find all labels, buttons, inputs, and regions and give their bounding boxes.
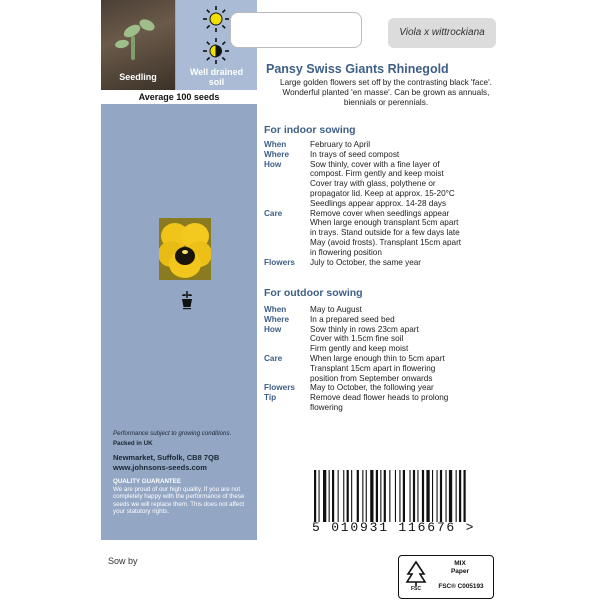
barcode-bar [329,470,330,522]
outdoor-row [264,364,514,374]
row-label: Where [264,149,290,159]
row-value: Sow thinly, cover with a fine layer of [310,159,440,169]
row-value: When large enough transplant 5cm apart [310,218,459,228]
blank-label-box [230,12,362,48]
row-label [264,218,310,228]
barcode-bar [449,470,452,522]
indoor-row [264,228,514,238]
row-value: Sow thinly in rows 23cm apart [310,324,419,334]
indoor-row [264,258,514,268]
barcode-bar [456,470,457,522]
packed-in: Packed in UK [113,440,153,447]
indoor-heading: For indoor sowing [264,124,356,136]
outdoor-row [264,334,514,344]
barcode-bar [380,470,381,522]
row-value: Seedlings appear approx. 14-28 days [310,198,447,208]
barcode-bar [319,470,320,522]
barcode-bar [347,470,349,522]
row-value: Cover tray with glass, polythene or [310,179,436,189]
row-value: Transplant 15cm apart in flowering [310,363,436,373]
half-sun-icon [201,36,231,66]
row-label: Flowers [264,257,295,267]
barcode-bar [399,470,400,522]
seedling-label: Seedling [119,72,157,82]
row-value: in trays. Stand outside for a few days late [310,228,460,238]
row-value: compost. Firm gently and keep moist [310,169,444,179]
row-label [264,334,310,344]
barcode-bar [440,470,442,522]
barcode-bar [437,470,438,522]
outdoor-heading: For outdoor sowing [264,287,363,299]
outdoor-row [264,403,514,413]
row-label: When [264,140,287,149]
indoor-row [264,169,514,179]
left-panel [101,0,257,540]
barcode-bar [459,470,461,522]
performance-note: Performance subject to growing conditions. [113,430,232,437]
row-label [264,179,310,189]
indoor-row [264,179,514,189]
address-line1: Newmarket, Suffolk, CB8 7QB [113,453,220,462]
outdoor-row [264,305,514,315]
indoor-row [264,238,514,248]
row-label [264,169,310,179]
row-label: When [264,305,287,314]
row-value: In a prepared seed bed [310,314,395,324]
row-value: In trays of seed compost [310,149,400,159]
barcode-bar [432,470,433,522]
row-label [264,189,310,199]
quality-guarantee [113,478,255,516]
row-value: Remove cover when seedlings appear [310,208,450,218]
row-value: propagator lid. Keep at approx. 15-20°C [310,188,455,198]
indoor-row [264,218,514,228]
soil-label-line2: soil [208,77,225,87]
indoor-row [264,199,514,209]
indoor-row [264,150,514,160]
indoor-row [264,209,514,219]
product-title: Pansy Swiss Giants Rhinegold [266,62,449,76]
row-value: May to October, the following year [310,383,434,393]
row-value: When large enough thin to 5cm apart [310,353,445,363]
row-value: Remove dead flower heads to prolong [310,393,449,403]
pot-icon [179,290,195,310]
barcode-bar [370,470,373,522]
outdoor-row [264,393,514,403]
product-description: Large golden flowers set off by the contrasting black 'face'. Wonderful planted 'en masse'. Can be grown as annuals, biennials or perennials. [280,78,492,107]
barcode-bar [410,470,411,522]
barcode-bar [357,470,359,522]
row-label [264,374,310,384]
fsc-mix [431,560,489,576]
fsc-label [398,555,494,599]
row-value: flowering [310,402,343,412]
barcode [312,470,498,522]
barcode-bar [395,470,396,522]
guarantee-text: We are proud of our high quality. If you are not completely happy with the performance of these seeds we will replace them. This does not affect your statutory rights. [113,485,245,515]
barcode-bar [351,470,352,522]
outdoor-row [264,315,514,325]
row-label: How [264,159,282,169]
soil-label-line1: Well drained [189,67,244,77]
indoor-row [264,160,514,170]
barcode-bar [338,470,339,522]
outdoor-row [264,383,514,393]
fsc-code: FSC® C005193 [438,583,484,590]
row-label: Where [264,314,290,324]
row-label: Care [264,208,283,218]
row-label [264,403,310,413]
outdoor-row [264,374,514,384]
address [113,453,219,473]
barcode-bar [323,470,326,522]
barcode-bar [464,470,466,522]
guarantee-title: QUALITY GUARANTEE [113,478,181,485]
outdoor-row [264,354,514,364]
barcode-bar [362,470,363,522]
website-link[interactable]: www.johnsons-seeds.com [113,463,207,472]
barcode-bar [376,470,378,522]
botanical-name: Viola x wittrockiana [388,18,496,48]
row-label [264,238,310,248]
barcode-bar [384,470,386,522]
row-value: May (avoid frosts). Transplant 15cm apart [310,237,462,247]
row-label [264,344,310,354]
row-value: July to October, the same year [310,257,422,267]
outdoor-row [264,325,514,335]
row-value: May to August [310,305,362,314]
row-label: How [264,324,282,334]
sun-icon [201,4,231,34]
row-label [264,228,310,238]
row-label [264,199,310,209]
row-label: Tip [264,393,277,403]
barcode-bar [413,470,415,522]
sow-by: Sow by [108,556,138,566]
row-value: in flowering position [310,247,382,257]
row-label: Care [264,353,283,363]
barcode-bar [332,470,334,522]
barcode-number: 5 010931 116676 > [312,520,476,535]
barcode-bar [403,470,405,522]
flower-photo [159,218,211,280]
outdoor-rows [264,305,514,413]
barcode-bar [389,470,390,522]
indoor-rows [264,140,514,267]
barcode-bar [314,470,316,522]
barcode-bar [422,470,424,522]
outdoor-row [264,344,514,354]
row-value: Firm gently and keep moist [310,344,409,354]
row-value: February to April [310,140,371,149]
fsc-paper: Paper [450,568,470,575]
average-seeds: Average 100 seeds [101,90,257,104]
barcode-bar [417,470,418,522]
soil-label [176,67,257,87]
row-value: Cover with 1.5cm fine soil [310,334,404,344]
row-label [264,248,310,258]
indoor-row [264,189,514,199]
barcode-bar [446,470,447,522]
fsc-small-text: FSC [411,586,421,592]
indoor-row [264,248,514,258]
row-value: position from September onwards [310,373,433,383]
barcode-bar [426,470,429,522]
barcode-bar [366,470,367,522]
row-label [264,364,310,374]
barcode-bar [343,470,344,522]
indoor-row [264,140,514,150]
fsc-mix-title: MIX [454,560,466,567]
row-label: Flowers [264,383,295,393]
